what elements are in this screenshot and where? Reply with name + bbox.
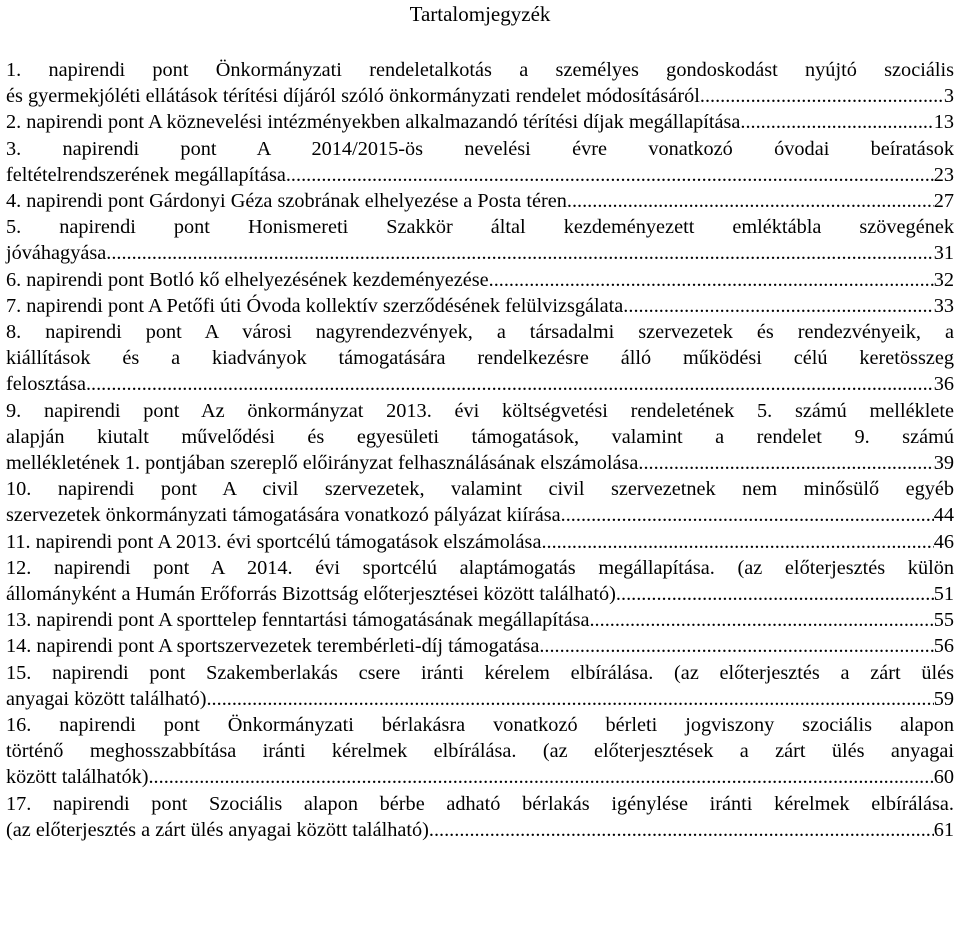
- dot-leader: [206, 686, 933, 712]
- toc-entry-line: kiállítások és a kiadványok támogatására rendelkezésre álló működési célú keretösszeg: [6, 347, 954, 370]
- toc-entry-text: 2. napirendi pont A köznevelési intézményekben alkalmazandó térítési díjak megállapítása.: [6, 111, 746, 134]
- toc-entry[interactable]: [6, 57, 954, 109]
- page-number: 61: [933, 818, 954, 841]
- toc-entry-line: történő meghosszabbítása iránti kérelmek elbírálása. (az előterjesztések a zárt ülés anyagai: [6, 740, 954, 763]
- toc-entry-line: 3. napirendi pont A 2014/2015-ös nevelési évre vonatkozó óvodai beíratások: [6, 137, 954, 160]
- toc-entry[interactable]: [6, 188, 954, 214]
- page-number: 51: [933, 583, 954, 606]
- toc-entry[interactable]: [6, 712, 954, 791]
- page-number: 32: [933, 268, 954, 291]
- dot-leader: [745, 109, 933, 135]
- toc-entry-line: 10. napirendi pont A civil szervezetek, valamint civil szervezetnek nem minősülő egyéb: [6, 478, 954, 501]
- toc-entry-last-line: [6, 83, 954, 109]
- document-page: [6, 0, 954, 843]
- toc-entry-line: 1. napirendi pont Önkormányzati rendeletalkotás a személyes gondoskodást nyújtó szociális: [6, 59, 954, 81]
- dot-leader: [628, 293, 933, 319]
- dot-leader: [91, 371, 934, 397]
- dot-leader: [643, 450, 933, 476]
- page-number: 60: [933, 766, 954, 789]
- toc-entry-last-line: [6, 240, 954, 266]
- page-number: 36: [933, 373, 954, 396]
- toc-entry[interactable]: [6, 607, 954, 633]
- toc-entry-text: 7. napirendi pont A Petőfi úti Óvoda kollektív szerződésének felülvizsgálata.: [6, 294, 629, 317]
- toc-entry-last-line: [6, 581, 954, 607]
- toc-entry-text: felosztása.: [6, 373, 92, 396]
- toc-entry[interactable]: [6, 267, 954, 293]
- page-number: 33: [933, 294, 954, 317]
- toc-entry-last-line: [6, 502, 954, 528]
- toc-entry[interactable]: [6, 555, 954, 607]
- toc-entry-last-line: [6, 162, 954, 188]
- toc-entry[interactable]: [6, 136, 954, 188]
- dot-leader: [148, 764, 933, 790]
- toc-entry-last-line: [6, 607, 954, 633]
- toc-entry-text: 6. napirendi pont Botló kő elhelyezésének kezdeményezése.: [6, 268, 494, 291]
- dot-leader: [547, 529, 934, 555]
- toc-entry-text: 4. napirendi pont Gárdonyi Géza szobrának elhelyezése a Posta téren.: [6, 190, 572, 213]
- toc-entry-text: szervezetek önkormányzati támogatására vonatkozó pályázat kiírása: [6, 504, 561, 527]
- dot-leader: [561, 502, 934, 528]
- toc-entry-last-line: [6, 450, 954, 476]
- toc-entry-text: állományként a Humán Erőforrás Bizottság előterjesztései között található): [6, 583, 616, 606]
- toc-entry-last-line: [6, 293, 954, 319]
- toc-entry-line: 9. napirendi pont Az önkormányzat 2013. évi költségvetési rendeletének 5. számú melléklete: [6, 399, 954, 422]
- toc-entry-line: 16. napirendi pont Önkormányzati bérlakásra vonatkozó bérleti jogviszony szociális alapon: [6, 714, 954, 737]
- table-of-contents: [6, 57, 954, 843]
- toc-entry-text: (az előterjesztés a zárt ülés anyagai között található): [6, 818, 429, 841]
- toc-entry[interactable]: [6, 633, 954, 659]
- toc-entry-last-line: [6, 764, 954, 790]
- page-number: 59: [933, 687, 954, 710]
- page-number: 27: [933, 190, 954, 213]
- toc-entry-last-line: [6, 109, 954, 135]
- toc-entry-last-line: [6, 371, 954, 397]
- page-number: 31: [933, 242, 954, 265]
- toc-entry-text: és gyermekjóléti ellátások térítési díjáról szóló önkormányzati rendelet módosításáról.: [6, 85, 705, 108]
- dot-leader: [616, 581, 934, 607]
- page-number: 55: [933, 609, 954, 632]
- toc-entry-last-line: [6, 633, 954, 659]
- toc-entry-text: feltételrendszerének megállapítása.: [6, 163, 291, 186]
- dot-leader: [494, 267, 934, 293]
- toc-entry[interactable]: [6, 529, 954, 555]
- toc-entry-text: 14. napirendi pont A sportszervezetek terembérleti-díj támogatása.: [6, 635, 545, 658]
- toc-entry-line: 5. napirendi pont Honismereti Szakkör által kezdeményezett emléktábla szövegének: [6, 216, 954, 239]
- toc-entry-text: 13. napirendi pont A sporttelep fenntartási támogatásának megállapítása.: [6, 609, 595, 632]
- dot-leader: [572, 188, 934, 214]
- page-number: 3: [943, 85, 954, 108]
- page-number: 39: [933, 452, 954, 475]
- toc-entry[interactable]: [6, 476, 954, 528]
- toc-entry-line: 15. napirendi pont Szakemberlakás csere iránti kérelem elbírálása. (az előterjesztés a zárt ülés: [6, 661, 954, 684]
- toc-entry-text: jóváhagyása.: [6, 242, 112, 265]
- toc-entry[interactable]: [6, 214, 954, 266]
- toc-entry-last-line: [6, 817, 954, 843]
- page-number: 46: [933, 530, 954, 553]
- toc-entry-last-line: [6, 686, 954, 712]
- toc-entry-text: között találhatók): [6, 766, 149, 789]
- dot-leader: [705, 83, 944, 109]
- toc-entry-line: 17. napirendi pont Szociális alapon bérbe adható bérlakás igénylése iránti kérelmek elbírálása.: [6, 792, 954, 815]
- toc-entry[interactable]: [6, 398, 954, 477]
- dot-leader: [111, 240, 933, 266]
- toc-entry-line: 12. napirendi pont A 2014. évi sportcélú alaptámogatás megállapítása. (az előterjesztés külön: [6, 556, 954, 579]
- toc-entry-last-line: [6, 529, 954, 555]
- dot-leader: [595, 607, 934, 633]
- toc-entry-line: 8. napirendi pont A városi nagyrendezvények, a társadalmi szervezetek és rendezvényeik, a: [6, 321, 954, 344]
- toc-entry-text: mellékletének 1. pontjában szereplő előirányzat felhasználásának elszámolása.: [6, 452, 644, 475]
- toc-entry-text: 11. napirendi pont A 2013. évi sportcélú támogatások elszámolása.: [6, 530, 547, 553]
- toc-title: Tartalomjegyzék: [409, 2, 551, 26]
- toc-entry[interactable]: [6, 109, 954, 135]
- toc-entry-last-line: [6, 188, 954, 214]
- dot-leader: [429, 817, 934, 843]
- page-number: 23: [933, 163, 954, 186]
- toc-entry[interactable]: [6, 319, 954, 398]
- page-number: 56: [933, 635, 954, 658]
- toc-entry[interactable]: [6, 791, 954, 843]
- toc-entry-last-line: [6, 267, 954, 293]
- toc-entry[interactable]: [6, 660, 954, 712]
- dot-leader: [544, 633, 933, 659]
- page-number: 44: [933, 504, 954, 527]
- dot-leader: [291, 162, 934, 188]
- page-number: 13: [933, 111, 954, 134]
- toc-entry-line: alapján kiutalt művelődési és egyesületi támogatások, valamint a rendelet 9. számú: [6, 425, 954, 448]
- toc-entry-text: anyagai között található): [6, 687, 207, 710]
- toc-entry[interactable]: [6, 293, 954, 319]
